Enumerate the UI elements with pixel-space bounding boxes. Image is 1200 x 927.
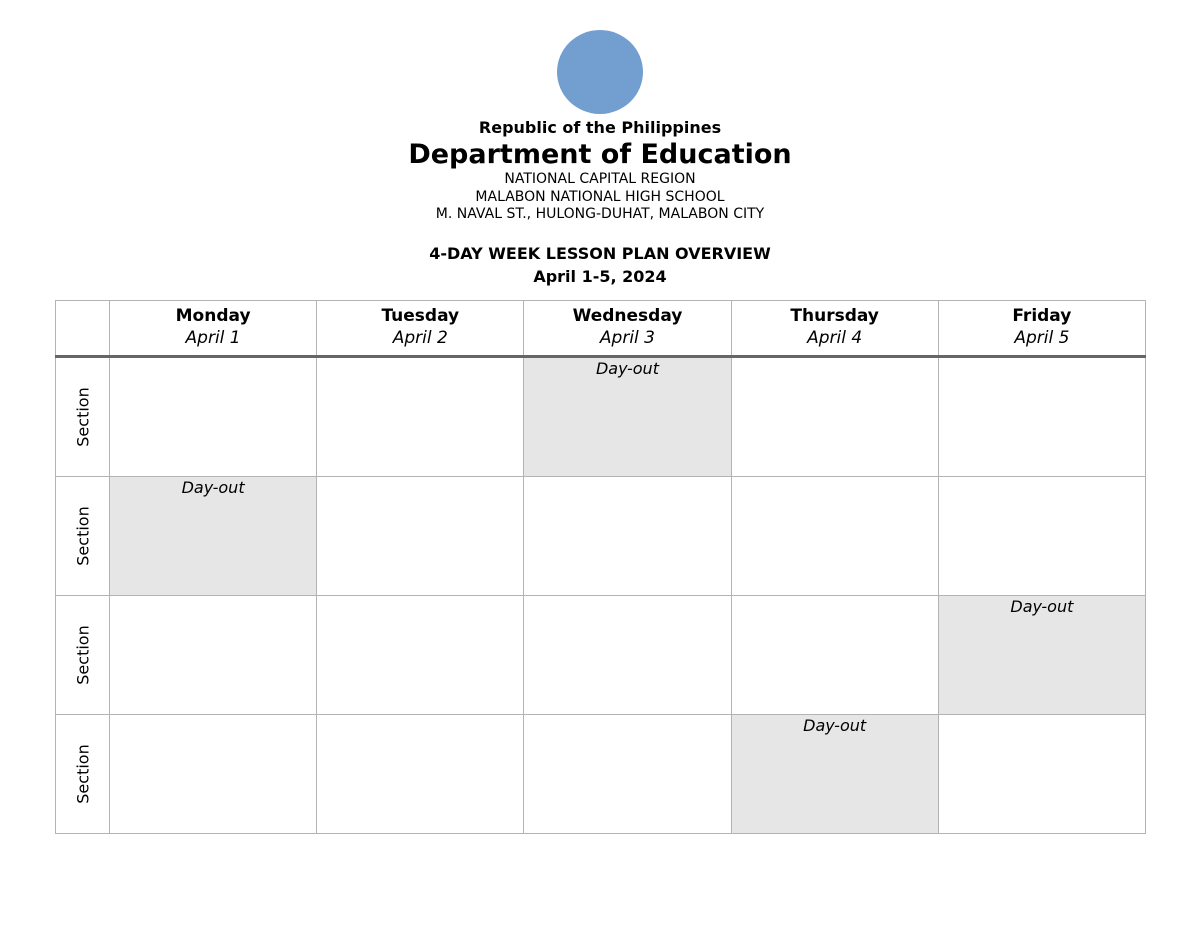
day-header-cell (938, 301, 1145, 357)
day-header-cell (524, 301, 731, 357)
plan-body (56, 357, 1146, 834)
lesson-plan-table (55, 300, 1146, 834)
document-header (0, 117, 1200, 224)
day-date: April 1 (185, 328, 241, 348)
lesson-cell[interactable] (731, 357, 938, 477)
lesson-cell[interactable] (938, 357, 1145, 477)
day-date: April 3 (599, 328, 655, 348)
lesson-cell[interactable] (110, 357, 317, 477)
day-header-cell (317, 301, 524, 357)
day-name: Thursday (790, 306, 879, 326)
dayout-label: Day-out (595, 359, 659, 378)
lesson-cell[interactable] (731, 477, 938, 596)
day-name: Friday (1012, 306, 1072, 326)
day-date: April 4 (807, 328, 863, 348)
department-heading: Department of Education (408, 139, 792, 170)
section-label: Section (73, 387, 92, 447)
lesson-cell[interactable] (110, 596, 317, 715)
section-label: Section (73, 625, 92, 685)
day-header-cell (110, 301, 317, 357)
table-row (56, 477, 1146, 596)
dayout-cell[interactable] (524, 357, 731, 477)
plan-title-line: 4-DAY WEEK LESSON PLAN OVERVIEW (429, 244, 771, 263)
lesson-cell[interactable] (317, 596, 524, 715)
lesson-cell[interactable] (524, 596, 731, 715)
dayout-label: Day-out (1010, 597, 1074, 616)
section-label-cell (56, 596, 110, 715)
table-row (56, 715, 1146, 834)
deped-seal-icon (557, 30, 643, 114)
day-header-cell (731, 301, 938, 357)
dayout-cell[interactable] (110, 477, 317, 596)
table-row (56, 357, 1146, 477)
section-label-cell (56, 357, 110, 477)
day-header-row (56, 301, 1146, 357)
day-name: Tuesday (381, 306, 460, 326)
lesson-cell[interactable] (317, 715, 524, 834)
dayout-label: Day-out (181, 478, 245, 497)
dayout-cell[interactable] (731, 715, 938, 834)
lesson-cell[interactable] (317, 477, 524, 596)
table-row (56, 596, 1146, 715)
section-label-cell (56, 715, 110, 834)
school-line: MALABON NATIONAL HIGH SCHOOL (475, 188, 725, 205)
lesson-cell[interactable] (938, 715, 1145, 834)
lesson-cell[interactable] (317, 357, 524, 477)
corner-cell (56, 301, 110, 357)
section-label: Section (73, 506, 92, 566)
lesson-cell[interactable] (524, 715, 731, 834)
lesson-cell[interactable] (938, 477, 1145, 596)
address-line: M. NAVAL ST., HULONG-DUHAT, MALABON CITY (435, 206, 765, 222)
lesson-cell[interactable] (110, 715, 317, 834)
lesson-cell[interactable] (731, 596, 938, 715)
day-name: Monday (175, 306, 251, 326)
plan-date-range: April 1-5, 2024 (533, 267, 667, 286)
dayout-cell[interactable] (938, 596, 1145, 715)
day-date: April 5 (1014, 328, 1070, 348)
day-date: April 2 (392, 328, 448, 348)
lesson-cell[interactable] (524, 477, 731, 596)
section-label-cell (56, 477, 110, 596)
plan-title (0, 242, 1200, 288)
republic-heading: Republic of the Philippines (478, 118, 722, 137)
dayout-label: Day-out (803, 716, 867, 735)
region-line: NATIONAL CAPITAL REGION (504, 171, 696, 187)
section-label: Section (73, 744, 92, 804)
day-name: Wednesday (572, 306, 683, 326)
